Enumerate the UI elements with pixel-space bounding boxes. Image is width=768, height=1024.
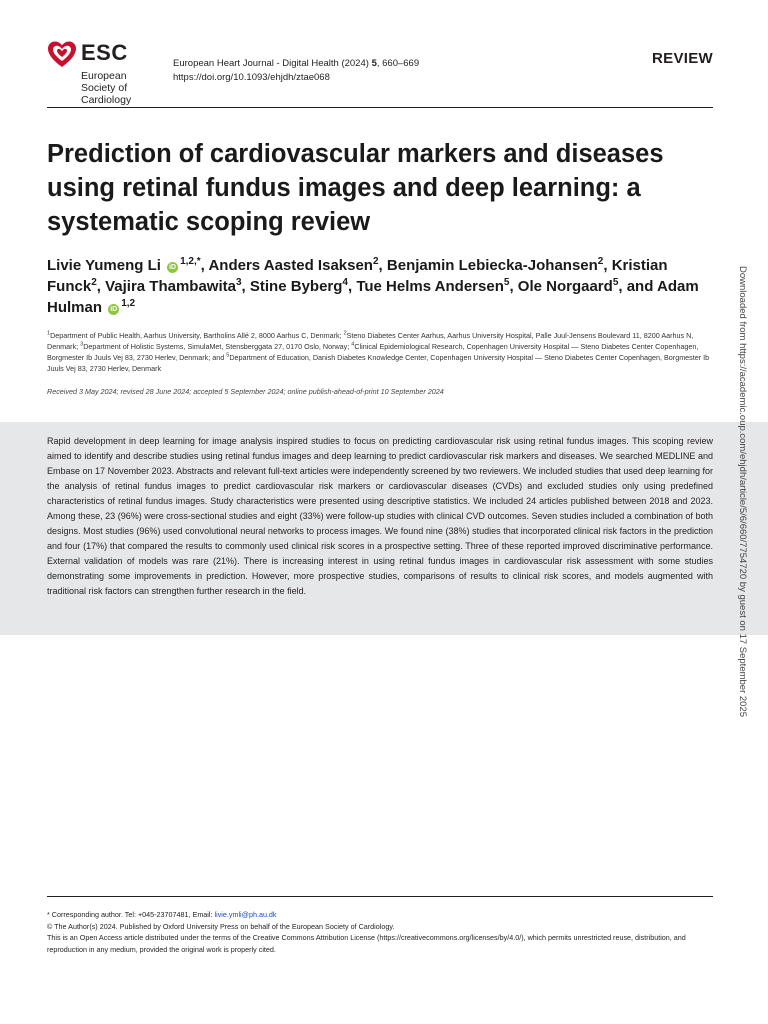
footnotes	[47, 909, 713, 955]
article-title: Prediction of cardiovascular markers and diseases using retinal fundus images and deep learning: a systematic scoping review	[47, 140, 664, 236]
author-affiliation-mark: 4	[342, 277, 348, 288]
received-dates: Received 3 May 2024; revised 28 June 2024; accepted 5 September 2024; online publish-ahead-of-print 10 September 2024	[47, 387, 444, 396]
journal-line: European Heart Journal - Digital Health (2024) 5, 660–669	[173, 58, 420, 69]
license-line: This is an Open Access article distributed under the terms of the Creative Commons Attribution License (https://creativecommons.org/licenses/by/4.0/), which permits unrestricted reuse, distribution, and reproduction in any medium, provided the original work is properly cited.	[47, 933, 686, 954]
footnote-divider	[47, 896, 713, 897]
author-affiliation-mark: 1,2	[121, 298, 136, 309]
author-name[interactable]: Anders Aasted Isaksen$^2$	[208, 256, 379, 274]
email-link[interactable]: livie.ymli@ph.au.dk	[214, 910, 277, 919]
affiliation-text: Steno Diabetes Center Aarhus, Aarhus University Hospital, Palle Juul-Jensens Boulevard 11, 8200 Aarhus N, Denmark;	[47, 331, 694, 351]
logo-esc-text: ESC	[81, 40, 128, 65]
affiliation-number: 1	[47, 330, 51, 337]
download-side-note	[736, 266, 750, 756]
author-name[interactable]: Stine Byberg$^4$	[249, 277, 348, 295]
affiliation-number: 2	[343, 330, 347, 337]
article-type-label: REVIEW	[652, 50, 713, 67]
corresponding-prefix: * Corresponding author. Tel: +045-23707481, Email:	[47, 910, 215, 919]
abstract-text: Rapid development in deep learning for image analysis inspired studies to focus on predicting cardiovascular risk using retinal fundus images. This scoping review aimed to identify and describe studies using retinal fundus images and deep learning to predict cardiovascular risk markers and diseases. We searched MEDLINE and Embase on 17 November 2023. Abstracts and relevant full-text articles were independently screened by two reviewers. We included studies that used deep learning for the analysis of retinal fundus images to predict cardiovascular risk markers or cardiovascular diseases (CVDs) and excluded studies only using predefined characteristics of retinal fundus images. Study characteristics were presented using descriptive statistics. We included 24 articles published between 2018 and 2023. Among these, 23 (96%) were cross-sectional studies and eight (33%) were follow-up studies with clinical CVD outcomes. Seven studies included a combination of both designs. Most studies (96%) used convolutional neural networks to process images. We found nine (38%) studies that incorporated clinical risk factors in the prediction and four (17%) that compared the results to commonly used clinical risk scores in a prospective setting. Three of these reported improved discriminative performance. External validation of models was rare (21%). There is increasing interest in using retinal fundus images in cardiovascular risk assessment with some studies demonstrating some improvements in prediction. However, more prospective studies, comparisons of results to clinical risk scores, and models augmented with traditional risk factors can strengthen further research in the field.	[47, 436, 713, 596]
author-affiliation-mark: 5	[503, 277, 510, 288]
affiliation-number: 4	[351, 341, 355, 348]
esc-logo[interactable]	[47, 40, 157, 106]
author-name[interactable]: Benjamin Lebiecka-Johansen$^2$	[386, 256, 604, 274]
author-affiliation-mark: 2	[597, 256, 604, 267]
author-name[interactable]: Kristian Funck$^2$	[47, 257, 668, 295]
author-affiliation-mark: 2	[91, 277, 97, 288]
author-name[interactable]: Tue Helms Andersen$^5$	[356, 277, 510, 295]
corresponding-author	[47, 909, 713, 921]
author-affiliation-mark: 3	[235, 277, 242, 288]
copyright-line: © The Author(s) 2024. Published by Oxford University Press on behalf of the European Society of Cardiology.	[47, 921, 395, 931]
orcid-icon[interactable]: iD	[110, 306, 118, 313]
affiliation-number: 3	[80, 341, 84, 348]
affiliation-text: Clinical Epidemiological Research, Copenhagen University Hospital — Steno Diabetes Center Copenhagen, Borgmester Ib Juuls Vej 83, 2730 Herlev, Denmark; and	[47, 342, 699, 362]
logo-subtitle: European Society of Cardiology	[81, 70, 132, 106]
author-affiliation-mark: 5	[612, 277, 619, 288]
affiliation-text: Department of Public Health, Aarhus University, Bartholins Allé 2, 8000 Aarhus C, Denmark;	[50, 331, 344, 340]
doi-link[interactable]: https://doi.org/10.1093/ehjdh/ztae068	[173, 72, 330, 83]
author-affiliation-mark: 2	[372, 256, 379, 267]
author-name[interactable]: Livie Yumeng Li $iD^{1,2,*}$	[47, 256, 201, 274]
author-name[interactable]: Vajira Thambawita$^3$	[105, 277, 242, 295]
affiliation-text: Department of Education, Danish Diabetes Knowledge Center, Copenhagen University Hospital — Steno Diabetes Center Copenhagen, Borgmester Ib Juuls Vej 83, 2730 Herlev, Denmark	[47, 353, 710, 373]
orcid-icon[interactable]: iD	[169, 264, 177, 271]
author-name[interactable]: Adam Hulman iD$^{1,2}$	[47, 278, 699, 316]
page-header	[0, 0, 768, 110]
header-divider	[47, 107, 713, 108]
author-affiliation-mark: 1,2,*	[180, 256, 201, 267]
author-name[interactable]: Ole Norgaard$^5$	[517, 277, 619, 295]
affiliation-text: Department of Holistic Systems, SimulaMet, Stensberggata 27, 0170 Oslo, Norway;	[83, 342, 352, 351]
affiliation-number: 5	[226, 352, 230, 359]
affiliations	[47, 330, 713, 374]
author-list: Livie Yumeng Li $iD^{1,2,*}$, Anders Aasted Isaksen$^2$, Benjamin Lebiecka-Johansen$^2$, Kristian Funck$^2$, Vajira Thambawita$^3$, Stine Byberg$^4$, Tue Helms Andersen$^5$, Ole Norgaard$^5$, and Adam Hulman iD$^{1,2}$	[47, 256, 699, 316]
heart-logo-icon	[47, 40, 77, 70]
download-side-text: Downloaded from https://academic.oup.com/ehjdh/article/5/6/660/7754720 by guest on 17 September 2025	[737, 266, 748, 718]
journal-info	[173, 57, 419, 85]
